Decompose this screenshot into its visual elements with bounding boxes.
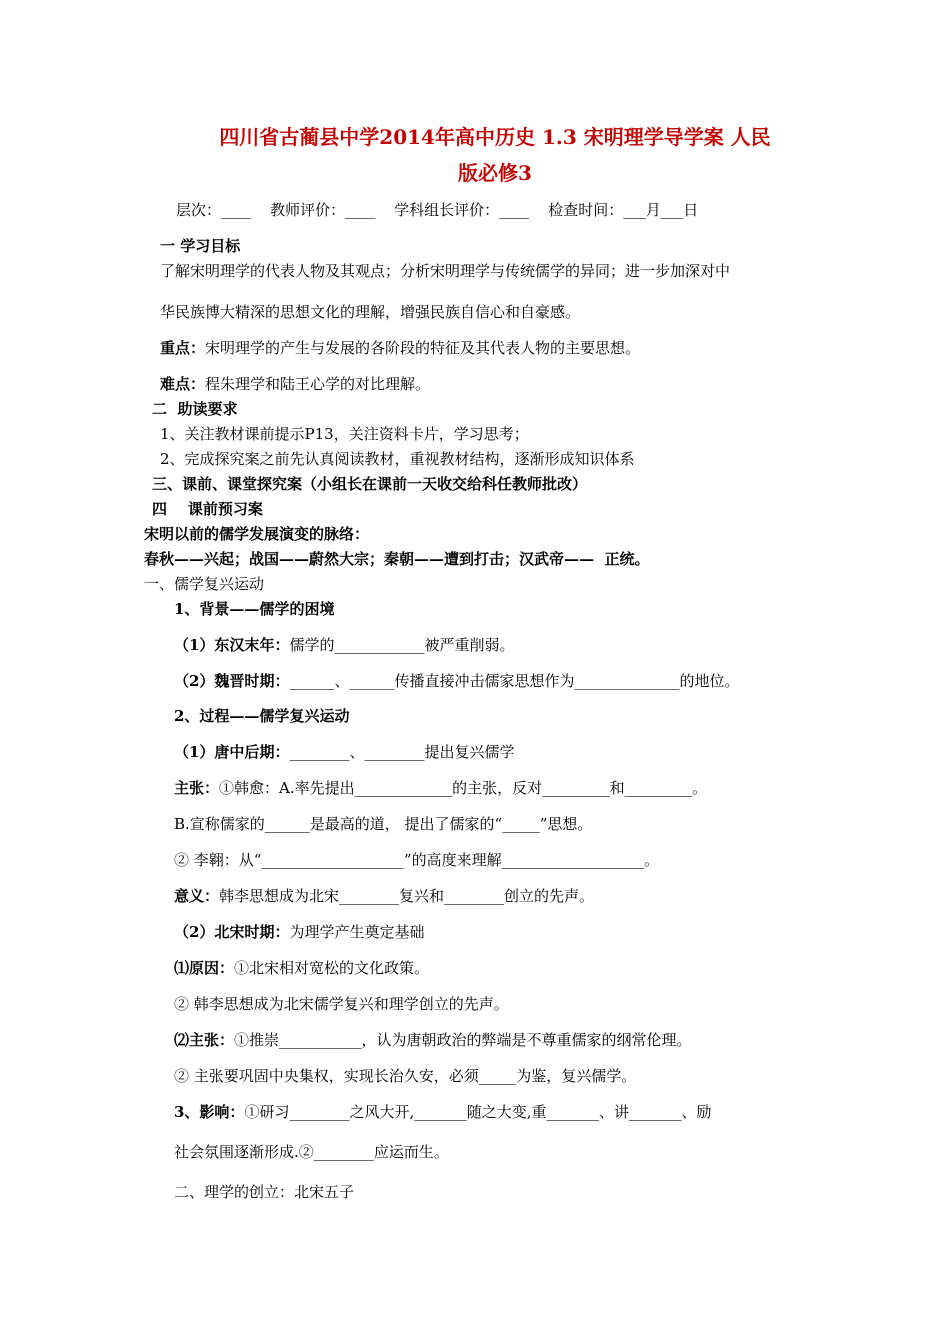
advocacy-label: 主张： bbox=[174, 779, 220, 797]
section3-heading: 三、课前、课堂探究案（小组长在课前一天收交给科任教师批改） bbox=[152, 475, 588, 493]
mid-tang-line bbox=[174, 742, 514, 762]
section2-heading: 二 助读要求 bbox=[152, 400, 238, 418]
wei-jin-line bbox=[174, 671, 739, 691]
difficulty-label: 难点： bbox=[160, 375, 206, 393]
key-point-label: 重点： bbox=[160, 339, 206, 357]
mid-tang-text: ________、________提出复兴儒学 bbox=[289, 743, 515, 761]
learning-goal-line2: 华民族博大精深的思想文化的理解，增强民族自信心和自豪感。 bbox=[160, 303, 581, 321]
significance-text: 韩李思想成为北宋________复兴和________创立的先声。 bbox=[219, 887, 595, 905]
key-point-text: 宋明理学的产生与发展的各阶段的特征及其代表人物的主要思想。 bbox=[205, 339, 641, 357]
northern-song-text: 为理学产生奠定基础 bbox=[289, 923, 425, 941]
advocacy-b-line: B.宣称儒家的______是最高的道， 提出了儒家的“_____”思想。 bbox=[174, 815, 593, 833]
significance-label: 意义： bbox=[174, 887, 220, 905]
reading-requirement-1: 1、关注教材课前提示P13，关注资料卡片，学习思考； bbox=[160, 425, 529, 443]
wei-jin-label: （2）魏晋时期： bbox=[174, 672, 290, 690]
influence-label: 3、影响： bbox=[174, 1103, 245, 1121]
reason-line-2: ② 韩李思想成为北宋儒学复兴和理学创立的先声。 bbox=[174, 995, 509, 1013]
difficulty-text: 程朱理学和陆王心学的对比理解。 bbox=[205, 375, 431, 393]
wei-jin-text: ______、______传播直接冲击儒家思想作为______________的地位。 bbox=[289, 672, 740, 690]
key-point-line bbox=[160, 338, 640, 358]
evaluation-row: 层次：____ 教师评价：____ 学科组长评价：____ 检查时间：___月___日 bbox=[176, 201, 699, 219]
reading-requirement-2: 2、完成探究案之前先认真阅读教材，重视教材结构，逐渐形成知识体系 bbox=[160, 450, 635, 468]
context-heading: 宋明以前的儒学发展演变的脉络： bbox=[144, 525, 370, 543]
context-text: 春秋——兴起；战国——蔚然大宗；秦朝——遭到打击；汉武帝—— 正统。 bbox=[144, 550, 650, 568]
song-advocacy-text: ①推崇___________，认为唐朝政治的弊端是不尊重儒家的纲常伦理。 bbox=[234, 1031, 692, 1049]
song-advocacy-line bbox=[174, 1030, 692, 1050]
significance-line bbox=[174, 886, 594, 906]
influence-line bbox=[174, 1102, 711, 1122]
section1-heading: 一 学习目标 bbox=[160, 237, 241, 255]
part1-process-heading: 2、过程——儒学复兴运动 bbox=[174, 707, 350, 725]
reason-line bbox=[174, 958, 429, 978]
northern-song-line bbox=[174, 922, 424, 942]
document-title-line1: 四川省古蔺县中学2014年高中历史 1.3 宋明理学导学案 人民 bbox=[219, 125, 771, 149]
mid-tang-label: （1）唐中后期： bbox=[174, 743, 290, 761]
influence-line-2: 社会氛围逐渐形成.②________应运而生。 bbox=[174, 1143, 449, 1161]
learning-goal-line1: 了解宋明理学的代表人物及其观点；分析宋明理学与传统儒学的异同；进一步加深对中 bbox=[160, 262, 731, 280]
li-ao-line: ② 李翱：从“___________________”的高度来理解___________________。 bbox=[174, 851, 660, 869]
song-advocacy-label: ⑵主张： bbox=[174, 1031, 235, 1049]
song-advocacy-line-2: ② 主张要巩固中央集权，实现长治久安，必须_____为鉴，复兴儒学。 bbox=[174, 1067, 637, 1085]
reason-text: ①北宋相对宽松的文化政策。 bbox=[234, 959, 430, 977]
influence-text: ①研习________之风大开,_______随之大变,重_______、讲_______、励 bbox=[244, 1103, 712, 1121]
reason-label: ⑴原因： bbox=[174, 959, 235, 977]
difficulty-line bbox=[160, 374, 430, 394]
eastern-han-label: （1）东汉末年： bbox=[174, 636, 290, 654]
advocacy-text: ①韩愈：A.率先提出_____________的主张，反对_________和_________。 bbox=[219, 779, 708, 797]
northern-song-label: （2）北宋时期： bbox=[174, 923, 290, 941]
document-title-line2: 版必修3 bbox=[458, 161, 532, 185]
part2-heading: 二、理学的创立：北宋五子 bbox=[174, 1183, 355, 1201]
eastern-han-line bbox=[174, 635, 514, 655]
part1-background-heading: 1、背景——儒学的困境 bbox=[174, 600, 335, 618]
section4-heading: 四 课前预习案 bbox=[152, 500, 263, 518]
eastern-han-text: 儒学的____________被严重削弱。 bbox=[289, 636, 515, 654]
part1-heading: 一、儒学复兴运动 bbox=[144, 575, 265, 593]
advocacy-line bbox=[174, 778, 707, 798]
